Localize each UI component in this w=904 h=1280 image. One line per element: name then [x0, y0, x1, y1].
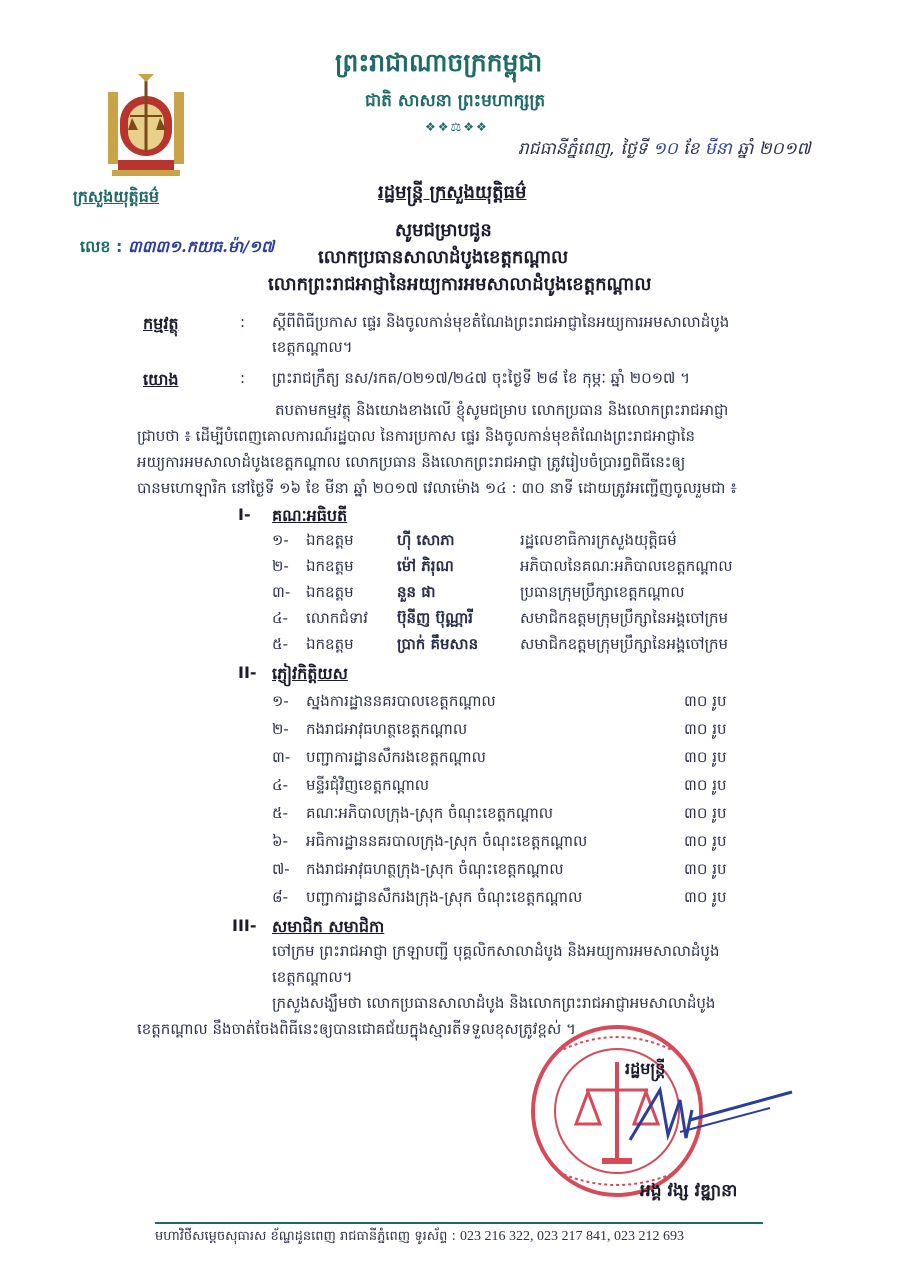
subject-line-2: ខេត្តកណ្តាល។: [272, 338, 353, 356]
subject-line-1: ស្តីពីពិធីប្រកាស ផ្ទេរ និងចូលកាន់មុខតំណែងព្រះរាជអាជ្ញានៃអយ្យការអមសាលាដំបូង: [272, 313, 730, 331]
section-1-num: I-: [238, 505, 251, 524]
section-2-title: ភ្ញៀវកិត្តិយស: [272, 664, 348, 683]
s1-row-1-name: ហ៊ី សោភា: [397, 531, 455, 549]
reference-label: យោង: [143, 370, 179, 389]
paragraph-line-1: តបតាមកម្មវត្ថុ និងយោងខាងលើ ខ្ញុំសូមជម្រាប លោកប្រធាន និងលោកព្រះរាជអាជ្ញា: [275, 401, 729, 419]
s1-row-3-num: ៣-: [272, 583, 291, 601]
date-month: មីនា: [704, 139, 732, 159]
s1-row-3-rank: ឯកឧត្តម: [306, 583, 354, 601]
s2-row-2-count: ៣០ រូប: [684, 720, 727, 738]
s1-row-1-role: រដ្ឋលេខាធិការក្រសួងយុត្តិធម៌: [520, 531, 677, 549]
s2-row-7-name: កងរាជអាវុធហត្ថក្រុង-ស្រុក ចំណុះខេត្តកណ្តាល: [306, 860, 564, 878]
footer-divider: [155, 1222, 763, 1224]
s2-row-1-name: ស្នងការដ្ឋាននគរបាលខេត្តកណ្តាល: [306, 692, 496, 710]
section-3-num: III-: [232, 916, 257, 935]
s2-row-2-num: ២-: [272, 720, 289, 738]
s2-row-4-num: ៤-: [272, 776, 289, 794]
s2-row-8-count: ៣០ រូប: [684, 888, 727, 906]
s2-row-7-count: ៣០ រូប: [684, 860, 727, 878]
date-month-label: ខែ: [683, 139, 700, 159]
s1-row-5-name: ប្រាក់ គឹមសាន: [397, 635, 479, 653]
ministry-emblem-icon: [98, 72, 194, 182]
subject-label: កម្មវត្ថុ: [143, 314, 179, 333]
s1-row-1-num: ១-: [272, 531, 289, 549]
reference-colon: :: [240, 369, 246, 387]
s1-row-1-rank: ឯកឧត្តម: [306, 531, 354, 549]
footer-address: មហាវិថីសម្តេចសុធារស ខ័ណ្ឌដូនពេញ រាជធានីភ្នំពេញ ទូរស័ព្ទ :: [155, 1229, 456, 1244]
s2-row-3-count: ៣០ រូប: [684, 748, 727, 766]
kingdom-title: ព្រះរាជាណាចក្រកម្ពុជា: [335, 48, 543, 77]
reference-text: ព្រះរាជក្រឹត្យ នស/រកត/០២១៧/២៤៧ ចុះថ្ងៃទី ២៨ ខែ កុម្ភៈ ឆ្នាំ ២០១៧ ។: [272, 369, 691, 387]
s2-row-1-num: ១-: [272, 692, 289, 710]
section-1-title: គណៈអធិបតី: [272, 506, 348, 525]
s2-row-5-num: ៥-: [272, 804, 289, 822]
closing-line-2: ខេត្តកណ្តាល នឹងចាត់ចែងពិធីនេះឲ្យបានជោគជ័យក្នុងស្មារតីទទួលខុសត្រូវខ្ពស់ ។: [137, 1020, 576, 1038]
s1-row-4-name: ប៊ុនីញ ប៊ុណ្ណារី: [397, 609, 473, 627]
addressee-2: លោកព្រះរាជអាជ្ញានៃអយ្យការអមសាលាដំបូងខេត្តកណ្តាល: [268, 274, 652, 295]
section-3-title: សមាជិក សមាជិកា: [272, 917, 385, 936]
addressee-intro: សូមជម្រាបជូន: [395, 220, 492, 241]
s2-row-4-name: មន្ទីរជុំវិញខេត្តកណ្តាល: [306, 776, 430, 794]
s1-row-4-num: ៤-: [272, 609, 289, 627]
paragraph-line-4: បានមហោឡារិក នៅថ្ងៃទី ១៦ ខែ មីនា ឆ្នាំ ២០១៧ វេលាម៉ោង ១៤ : ៣០ នាទី ដោយត្រូវអញ្ជើញចូលរួមជា ៖: [137, 479, 737, 497]
s1-row-5-role: សមាជិកឧត្តមក្រុមប្រឹក្សានៃអង្គចៅក្រម: [520, 635, 729, 653]
addressee-1: លោកប្រធានសាលាដំបូងខេត្តកណ្តាល: [318, 247, 569, 268]
s2-row-6-num: ៦-: [272, 832, 289, 850]
document-date: [518, 138, 811, 163]
paragraph-line-3: អយ្យការអមសាលាដំបូងខេត្តកណ្តាល លោកប្រធាន និងលោកព្រះរាជអាជ្ញា ត្រូវរៀបចំប្រារព្ធពិធីនេះឲ្យ: [137, 453, 686, 471]
s1-row-5-num: ៥-: [272, 635, 289, 653]
s2-row-6-name: អធិការដ្ឋាននគរបាលក្រុង-ស្រុក ចំណុះខេត្តកណ្តាល: [306, 832, 588, 850]
s2-row-7-num: ៧-: [272, 860, 290, 878]
s2-row-5-count: ៣០ រូប: [684, 804, 727, 822]
signature-name: អង្គ វង្ស វឌ្ឍានា: [640, 1181, 738, 1201]
s2-row-1-count: ៣០ រូប: [684, 692, 727, 710]
section-3-line-2: ខេត្តកណ្តាល។: [272, 968, 353, 986]
s1-row-2-num: ២-: [272, 557, 289, 575]
footer-phones: 023 216 322, 023 217 841, 023 212 693: [459, 1229, 684, 1244]
s2-row-5-name: គណៈអភិបាលក្រុង-ស្រុក ចំណុះខេត្តកណ្តាល: [306, 804, 554, 822]
s2-row-3-num: ៣-: [272, 748, 291, 766]
signature-icon: [620, 1080, 800, 1150]
paragraph-line-2: ជ្រាបថា ៖ ដើម្បីបំពេញគោលការណ៍រដ្ឋបាល នៃការប្រកាស ផ្ទេរ និងចូលកាន់មុខតំណែងព្រះរាជអាជ្ញានៃ: [137, 427, 696, 445]
date-year: ឆ្នាំ ២០១៧: [737, 139, 811, 159]
s1-row-3-role: ប្រធានក្រុមប្រឹក្សាខេត្តកណ្តាល: [520, 583, 685, 601]
s1-row-2-rank: ឯកឧត្តម: [306, 557, 354, 575]
header-ornament: ❖❖⚖❖❖: [425, 120, 489, 134]
s2-row-3-name: បញ្ជាការដ្ឋានសឹករងខេត្តកណ្តាល: [306, 748, 486, 766]
ref-label: លេខ :: [80, 237, 123, 256]
s1-row-5-rank: ឯកឧត្តម: [306, 635, 354, 653]
s1-row-3-name: នួន ផា: [397, 583, 436, 601]
s1-row-4-role: សមាជិកឧត្តមក្រុមប្រឹក្សានៃអង្គចៅក្រម: [520, 609, 729, 627]
national-motto: ជាតិ សាសនា ព្រះមហាក្សត្រ: [365, 91, 546, 111]
ministry-label: ក្រសួងយុត្តិធម៌: [73, 187, 160, 206]
signature-title: រដ្ឋមន្ត្រី: [625, 1059, 666, 1078]
minister-title: រដ្ឋមន្ត្រី ក្រសួងយុត្តិធម៌: [378, 182, 527, 203]
closing-line-1: ក្រសួងសង្ឃឹមថា លោកប្រធានសាលាដំបូង និងលោកព្រះរាជអាជ្ញាអមសាលាដំបូង: [272, 994, 716, 1012]
ref-number: ៣៣៣១.កយធ.ម៉ា/១៧: [128, 237, 275, 256]
footer-contact: [155, 1228, 684, 1247]
reference-number: [80, 236, 274, 260]
s2-row-4-count: ៣០ រូប: [684, 776, 727, 794]
section-2-num: II-: [238, 663, 257, 682]
s2-row-6-count: ៣០ រូប: [684, 832, 727, 850]
s2-row-2-name: កងរាជអាវុធហត្ថខេត្តកណ្តាល: [306, 720, 468, 738]
s1-row-2-role: អភិបាលនៃគណៈអភិបាលខេត្តកណ្តាល: [520, 557, 733, 575]
s2-row-8-num: ៨-: [272, 888, 289, 906]
subject-colon: :: [240, 313, 246, 331]
section-3-line-1: ចៅក្រម ព្រះរាជអាជ្ញា ក្រឡាបញ្ជី បុគ្គលិកសាលាដំបូង និងអយ្យការអមសាលាដំបូង: [272, 942, 720, 960]
date-prefix: រាជធានីភ្នំពេញ, ថ្ងៃទី: [518, 139, 648, 159]
s1-row-2-name: ម៉ៅ ភិរុណ: [397, 557, 454, 575]
s1-row-4-rank: លោកជំទាវ: [306, 609, 368, 627]
s2-row-8-name: បញ្ជាការដ្ឋានសឹករងក្រុង-ស្រុក ចំណុះខេត្តកណ្តាល: [306, 888, 583, 906]
date-day: ១០: [652, 139, 678, 159]
